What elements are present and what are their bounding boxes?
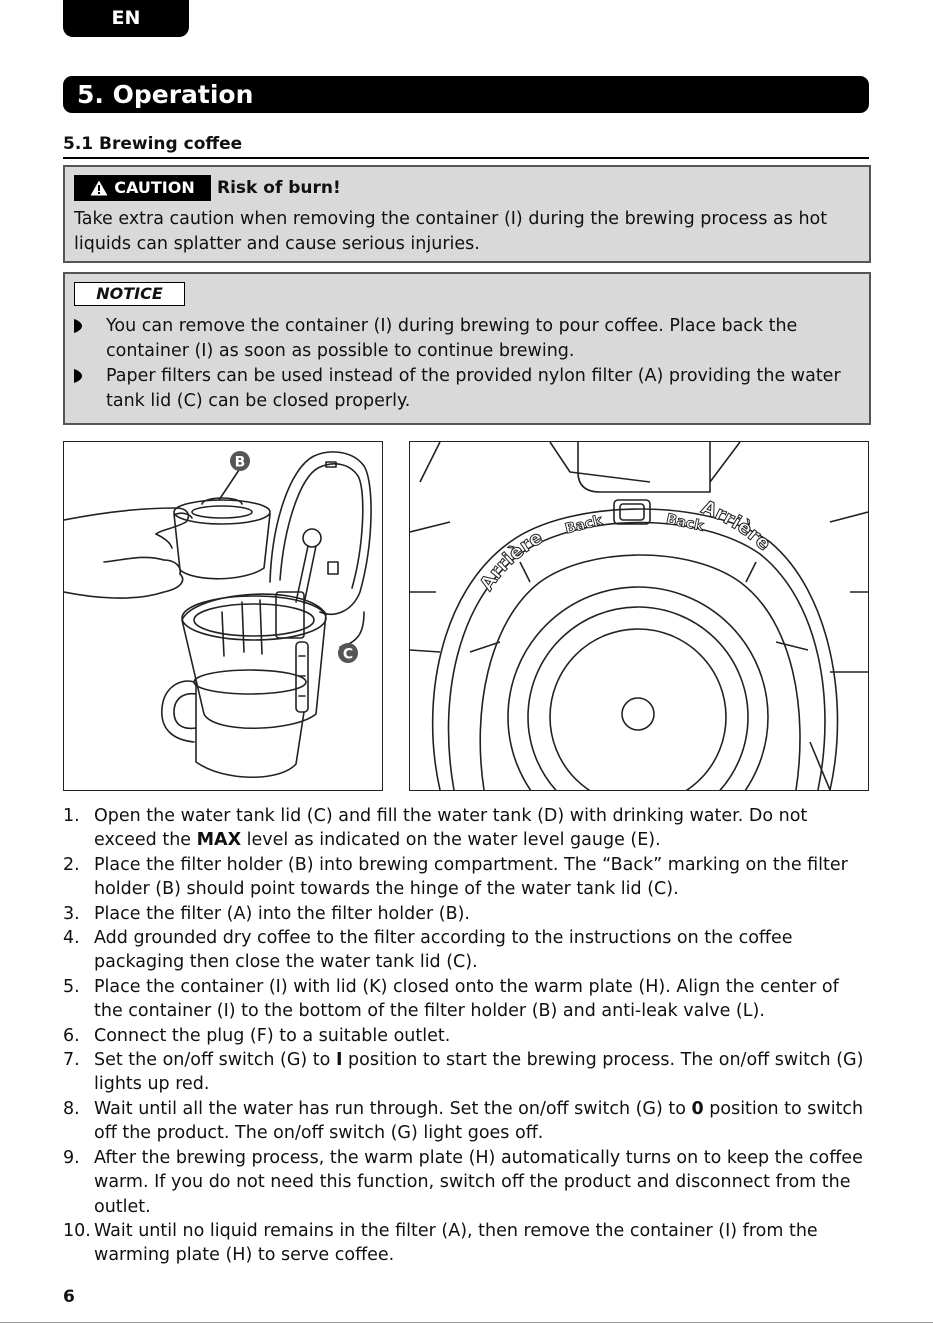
step-text: Wait until no liquid remains in the filter (A), then remove the container (I) from the warming plate (H) to serve coffee. <box>94 1220 818 1266</box>
caution-title: Risk of burn! <box>217 178 341 198</box>
step-number: 7. <box>63 1050 80 1071</box>
step-text: Place the filter holder (B) into brewing compartment. The “Back” marking on the filter holder (B) should point towards the hinge of the water tank lid (C). <box>94 854 848 900</box>
bottom-rule <box>0 1322 933 1323</box>
step-item <box>63 1024 869 1048</box>
caution-label-text: CAUTION <box>114 178 195 197</box>
step-text: level as indicated on the water level gauge (E). <box>241 830 661 851</box>
step-item <box>63 804 869 853</box>
coffee-maker-illustration <box>63 441 383 791</box>
step-text-bold: I <box>335 1050 343 1071</box>
step-text: Connect the plug (F) to a suitable outlet. <box>94 1025 451 1046</box>
caution-label <box>74 175 211 201</box>
bullet-icon <box>74 319 82 333</box>
step-item <box>63 1146 869 1219</box>
notice-list <box>74 314 863 414</box>
step-text: Place the filter (A) into the filter holder (B). <box>94 903 470 924</box>
callout-b: B <box>234 454 246 471</box>
warning-icon <box>90 180 108 196</box>
step-number: 3. <box>63 903 80 924</box>
step-text: Set the on/off switch (G) to <box>94 1050 336 1071</box>
filter-holder-drawing <box>410 442 868 790</box>
step-text: After the brewing process, the warm plate (H) automatically turns on to keep the coffee warm. If you do not need this function, switch off the product and disconnect from the outlet. <box>94 1147 863 1217</box>
step-item <box>63 1097 869 1146</box>
step-text-bold: MAX <box>196 830 242 851</box>
subsection-title: 5.1 Brewing coffee <box>63 131 869 159</box>
brewing-steps-list <box>63 804 869 1268</box>
callout-c: C <box>342 646 354 663</box>
step-text: position to start the brewing process. The on/off switch (G) lights up red. <box>94 1050 864 1095</box>
step-text: Place the container (I) with lid (K) closed onto the warm plate (H). Align the center of the container (I) to the bottom of the filter holder (B) and anti-leak valve (L). <box>94 976 839 1022</box>
step-number: 4. <box>63 928 80 949</box>
section-title: 5. Operation <box>63 76 869 113</box>
language-tab: EN <box>63 0 189 37</box>
step-item <box>63 853 869 902</box>
step-text: position to switch off the product. The on/off switch (G) light goes off. <box>94 1098 864 1144</box>
step-text: Open the water tank lid (C) and fill the water tank (D) with drinking water. Do not exceed the <box>94 806 808 851</box>
step-text-bold: 0 <box>691 1098 704 1119</box>
marking-arriere-right: Arrière <box>698 496 776 556</box>
step-text: Add grounded dry coffee to the filter according to the instructions on the coffee packaging then close the water tank lid (C). <box>94 928 793 973</box>
coffee-maker-drawing <box>64 442 382 790</box>
marking-arriere-left: Arrière <box>475 526 547 595</box>
notice-item-text: You can remove the container (I) during brewing to pour coffee. Place back the container (I) as soon as possible to continue brewing. <box>106 316 798 361</box>
step-item <box>63 926 869 975</box>
step-number: 6. <box>63 1025 80 1046</box>
step-item <box>63 975 869 1024</box>
notice-box <box>63 272 871 425</box>
step-number: 8. <box>63 1098 80 1119</box>
notice-item <box>74 364 863 414</box>
step-item <box>63 902 869 926</box>
caution-text: Take extra caution when removing the container (I) during the brewing process as hot liquids can splatter and cause serious injuries. <box>74 209 828 254</box>
step-number: 9. <box>63 1147 80 1168</box>
step-number: 5. <box>63 976 80 997</box>
step-item <box>63 1048 869 1097</box>
caution-box <box>63 165 871 263</box>
step-number: 10. <box>63 1220 91 1241</box>
bullet-icon <box>74 369 82 383</box>
notice-item-text: Paper filters can be used instead of the provided nylon filter (A) providing the water tank lid (C) can be closed properly. <box>106 366 841 411</box>
notice-label: NOTICE <box>74 282 185 306</box>
marking-back-right: Back <box>664 511 705 535</box>
step-text: Wait until all the water has run through. Set the on/off switch (G) to <box>94 1098 692 1119</box>
step-item <box>63 1219 869 1268</box>
notice-item <box>74 314 863 364</box>
step-number: 1. <box>63 806 80 826</box>
page-number: 6 <box>63 1287 75 1307</box>
marking-back-left: Back <box>563 512 604 538</box>
filter-holder-illustration <box>409 441 869 791</box>
step-number: 2. <box>63 854 80 875</box>
